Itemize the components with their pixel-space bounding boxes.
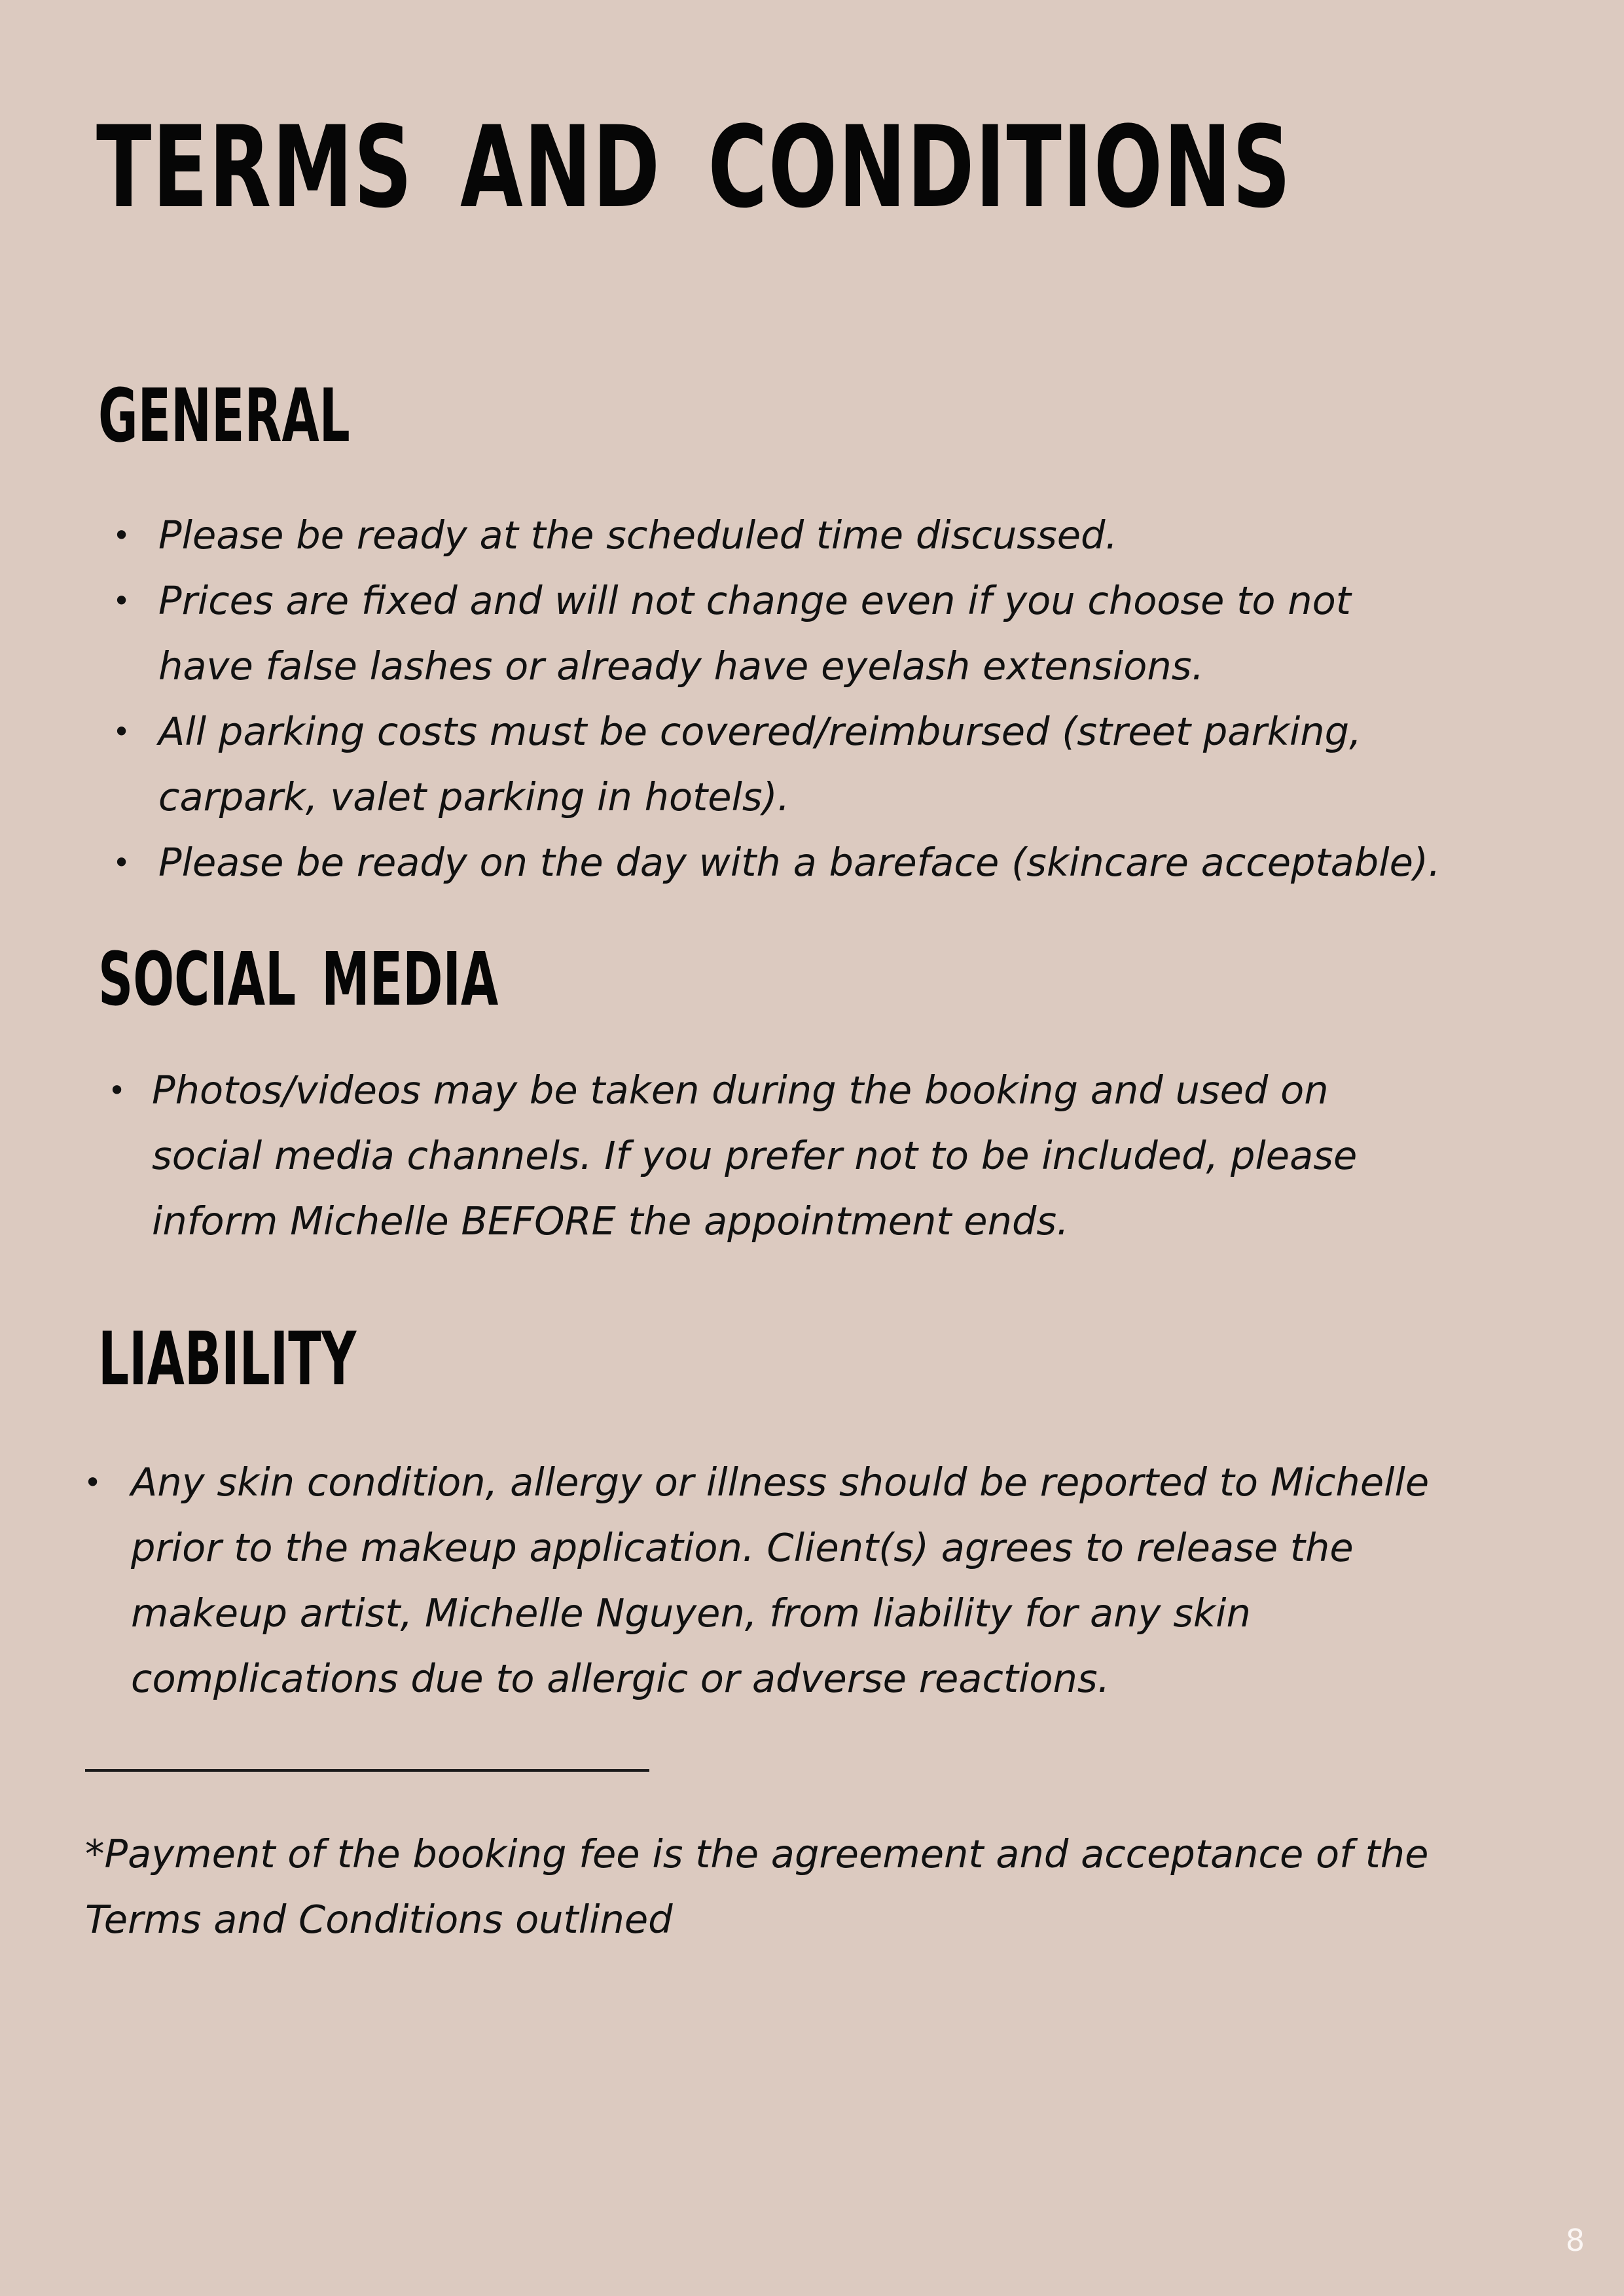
section-heading-social-media: SOCIAL MEDIA [98,937,499,1022]
social-media-item: • Photos/videos may be taken during the booking and used on social media channels. If you prefer not to be included, please inform Michelle BEFORE the appointment ends. [152,1058,1415,1254]
section-heading-liability: LIABILITY [98,1317,357,1402]
social-media-list [152,1058,1461,1254]
page-title: TERMS AND CONDITIONS [96,101,1292,233]
general-item: • All parking costs must be covered/reimbursed (street parking, carpark, valet parking in hotels). [158,699,1389,830]
general-item: • Prices are fixed and will not change even if you choose to not have false lashes or already have eyelash extensions. [158,568,1389,699]
section-heading-general: GENERAL [98,374,350,459]
general-item: • Please be ready at the scheduled time discussed. [158,503,1297,568]
page-number: 8 [1565,2223,1585,2258]
liability-list [131,1450,1460,1712]
footnote: *Payment of the booking fee is the agreement and acceptance of the Terms and Conditions outlined [85,1831,1429,1942]
footnote-divider [85,1769,649,1772]
liability-item: • Any skin condition, allergy or illness should be reported to Michelle prior to the makeup application. Client(s) agrees to release the makeup artist, Michelle Nguyen, from liability for any skin complications due to allergic or adverse reactions. [131,1450,1460,1712]
general-list [158,503,1468,895]
general-item: • Please be ready on the day with a bareface (skincare acceptable). [158,830,1468,895]
